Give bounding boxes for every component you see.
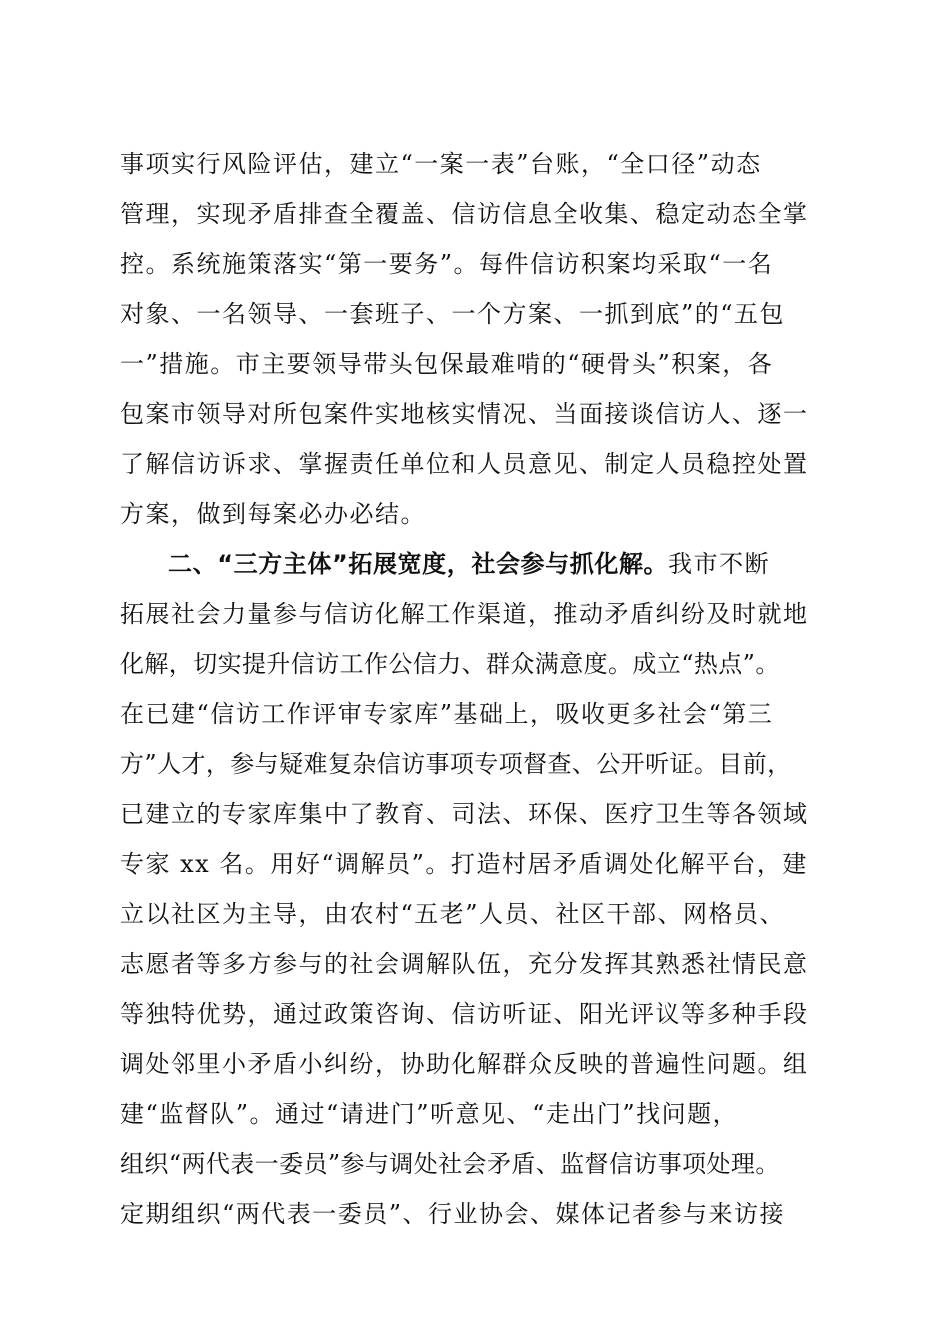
section-2-line: 拓展社会力量参与信访化解工作渠道，推动矛盾纠纷及时就地	[120, 600, 809, 628]
section-2-line: 调处邻里小矛盾小纠纷，协助化解群众反映的普遍性问题。组	[120, 1050, 809, 1078]
section-2-line: 立以社区为主导，由农村“五老”人员、社区干部、网格员、	[120, 900, 786, 928]
section-2-line: 组织“两代表一委员”参与调处社会矛盾、监督信访事项处理。	[120, 1150, 780, 1178]
paragraph-1-line: 对象、一名领导、一套班子、一个方案、一抓到底”的“五包	[120, 300, 786, 328]
section-2-heading-continuation: 我市不断	[668, 550, 771, 578]
section-2-line: 在已建“信访工作评审专家库”基础上，吸收更多社会“第三	[120, 700, 774, 728]
section-2-line: 建“监督队”。通过“请进门”听意见、“走出门”找问题，	[120, 1100, 739, 1128]
section-2-line: 已建立的专家库集中了教育、司法、环保、医疗卫生等各领域	[120, 800, 809, 828]
section-2-line: 化解，切实提升信访工作公信力、群众满意度。成立“热点”。	[120, 650, 780, 678]
section-2-first-line	[168, 544, 840, 584]
section-2-line: 等独特优势，通过政策咨询、信访听证、阳光评议等多种手段	[120, 1000, 809, 1028]
section-2-line: 方”人才，参与疑难复杂信访事项专项督查、公开听证。目前，	[120, 750, 792, 778]
section-2-heading: 二、“三方主体”拓展宽度，社会参与抓化解。	[168, 550, 669, 578]
paragraph-1-line: 了解信访诉求、掌握责任单位和人员意见、制定人员稳控处置	[120, 450, 809, 478]
section-2-line: 志愿者等多方参与的社会调解队伍，充分发挥其熟悉社情民意	[120, 950, 809, 978]
paragraph-1-line: 方案，做到每案必办必结。	[120, 500, 426, 528]
section-2-line: 专家 xx 名。用好“调解员”。打造村居矛盾调处化解平台，建	[120, 850, 808, 878]
paragraph-1-line: 包案市领导对所包案件实地核实情况、当面接谈信访人、逐一	[120, 400, 809, 428]
paragraph-1-line: 控。系统施策落实“第一要务”。每件信访积案均采取“一名	[120, 250, 774, 278]
paragraph-1-line: 事项实行风险评估，建立“一案一表”台账，“全口径”动态	[120, 150, 762, 178]
section-2-line: 定期组织“两代表一委员”、行业协会、媒体记者参与来访接	[120, 1200, 786, 1228]
paragraph-1-line: 一”措施。市主要领导带头包保最难啃的“硬骨头”积案，各	[120, 350, 774, 378]
paragraph-1-line: 管理，实现矛盾排查全覆盖、信访信息全收集、稳定动态全掌	[120, 200, 809, 228]
